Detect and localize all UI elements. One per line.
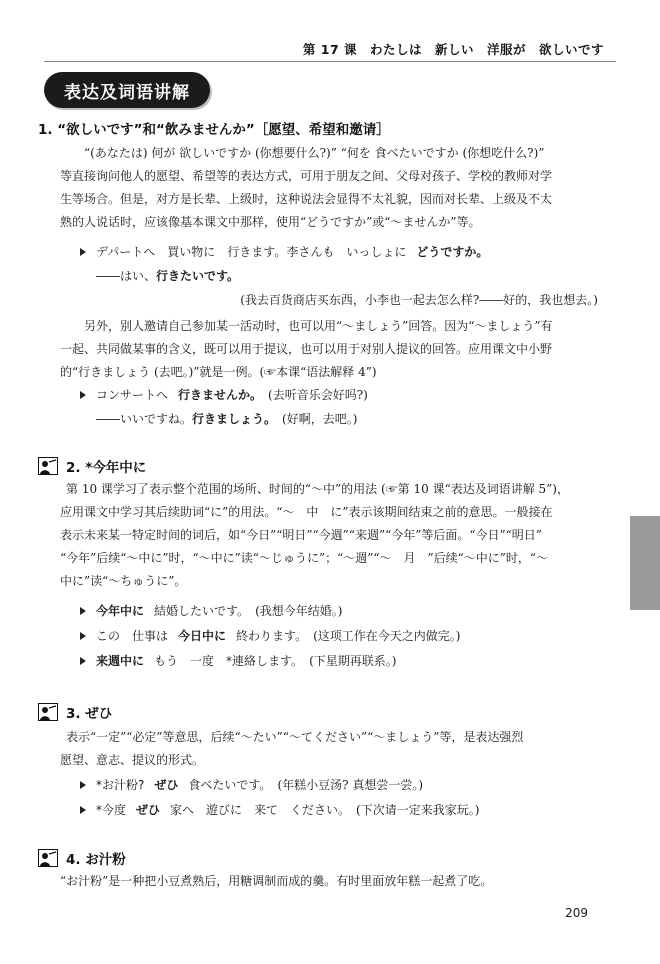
example-translation: (去听音乐会好吗?) (268, 388, 368, 402)
example-reply: ――いいですね。 (96, 412, 193, 426)
page-number: 209 (565, 906, 588, 920)
example-translation: (下星期再联系。) (309, 654, 397, 668)
paragraph-line: 应用课文中学习其后续助词“に”的用法。“～ 中 に”表示该期间结束之前的意思。一般接在 (60, 505, 553, 519)
paragraph-line: “お汁粉”是一种把小豆煮熟后，用糖调制而成的羹。有时里面放年糕一起煮了吃。 (60, 874, 493, 888)
section-banner: 表达及词语讲解 (44, 72, 210, 108)
section-3-paragraph (60, 726, 600, 772)
example-sentence: デパートへ 買い物に 行きます。李さんも いっしょに (96, 245, 407, 259)
teacher-icon (38, 849, 58, 867)
example-translation: (年糕小豆汤? 真想尝一尝。) (277, 778, 424, 792)
bullet-triangle-icon (80, 248, 86, 256)
example-keyword: ぜひ (154, 778, 179, 792)
section-4-title: 4. お汁粉 (66, 852, 126, 868)
example-7 (80, 801, 479, 818)
example-5 (80, 652, 396, 669)
example-translation: (下次请一定来我家玩。) (356, 803, 480, 817)
example-sentence: 家へ 遊びに 来て ください。 (170, 803, 351, 817)
example-2 (80, 386, 368, 403)
section-3-heading (38, 702, 112, 722)
bullet-triangle-icon (80, 806, 86, 814)
section-4-paragraph (60, 870, 600, 893)
bullet-triangle-icon (80, 632, 86, 640)
teacher-icon (38, 703, 58, 721)
example-reply: ――はい、 (96, 269, 157, 283)
example-sentence: 終わります。 (236, 629, 308, 643)
section-1-paragraph-1 (60, 142, 600, 234)
example-4 (80, 627, 460, 644)
section-1-heading (38, 118, 390, 138)
example-1-reply (96, 267, 239, 284)
example-sentence: コンサートへ (96, 388, 169, 402)
running-head: 第 17 课 わたしは 新しい 洋服が 欲しいです (302, 42, 604, 57)
example-2-reply (96, 410, 357, 427)
example-sentence: もう 一度 *連絡します。 (154, 654, 304, 668)
example-3 (80, 602, 342, 619)
bullet-triangle-icon (80, 657, 86, 665)
bullet-triangle-icon (80, 781, 86, 789)
paragraph-line: 第 10 课学习了表示整个范围的场所、时间的“～中”的用法 (☞第 10 课“表达及词语讲解 5”)， (66, 482, 569, 496)
bullet-triangle-icon (80, 607, 86, 615)
section-1-paragraph-2 (60, 315, 600, 384)
example-keyword: どうですか。 (416, 245, 489, 259)
example-translation: (好啊，去吧。) (282, 412, 358, 426)
example-6 (80, 776, 423, 793)
chapter-side-tab (630, 516, 660, 610)
section-2-title: 2. *今年中に (66, 460, 147, 476)
paragraph-line: “今年”后续“～中に”时，“～中に”读“～じゅうに”；“～週”“～ 月 ”后续“～中に”时，“～ (60, 551, 549, 565)
example-sentence: *お汁粉? (96, 778, 145, 792)
teacher-icon (38, 457, 58, 475)
example-sentence: この 仕事は (96, 629, 169, 643)
example-keyword: 行きたいです。 (156, 269, 240, 283)
bullet-triangle-icon (80, 391, 86, 399)
section-1-title: 1. “欲しいです”和“飲みませんか”［愿望、希望和邀请］ (38, 122, 390, 138)
example-translation: (这项工作在今天之内做完。) (313, 629, 461, 643)
section-4-heading (38, 848, 126, 868)
example-sentence: 結婚したいです。 (154, 604, 250, 618)
paragraph-line: 表示“一定”“必定”等意思，后续“～たい”“～てください”“～ましょう”等，是表达强烈 (66, 730, 524, 744)
example-translation: (我想今年结婚。) (255, 604, 343, 618)
example-sentence: *今度 (96, 803, 127, 817)
example-keyword: 来週中に (96, 654, 145, 668)
section-2-heading (38, 456, 146, 476)
paragraph-line: 表示未来某一特定时间的词后，如“今日”“明日”“今週”“来週”“今年”等后面。“今日”“明日” (60, 528, 542, 542)
example-1-translation: (我去百货商店买东西，小李也一起去怎么样?――好的，我也想去。) (240, 293, 598, 307)
example-keyword: 行きましょう。 (192, 412, 277, 426)
example-keyword: ぜひ (136, 803, 161, 817)
paragraph-line: 熟的人说话时，应该像基本课文中那样，使用“どうですか”或“～ませんか”等。 (60, 215, 481, 229)
paragraph-line: 愿望、意志、提议的形式。 (60, 753, 205, 767)
paragraph-line: 中に”读“～ちゅうに”。 (60, 574, 187, 588)
example-keyword: 行きませんか。 (178, 388, 263, 402)
paragraph-line: 另外，别人邀请自己参加某一活动时，也可以用“～ましょう”回答。因为“～ましょう”有 (84, 319, 553, 333)
example-sentence: 食べたいです。 (188, 778, 272, 792)
example-1 (80, 243, 488, 260)
example-keyword: 今日中に (178, 629, 227, 643)
header-rule (44, 61, 616, 62)
paragraph-line: “(あなたは) 何が 欲しいですか (你想要什么?)” “何を 食べたいですか (你想吃什么?)” (84, 146, 545, 160)
paragraph-line: 一起、共同做某事的含义，既可以用于提议，也可以用于对别人提议的回答。应用课文中小野 (60, 342, 553, 356)
paragraph-line: 生等场合。但是，对方是长辈、上级时，这种说法会显得不太礼貌，因而对长辈、上级及不太 (60, 192, 553, 206)
paragraph-line: 等直接询问他人的愿望、希望等的表达方式，可用于朋友之间、父母对孩子、学校的教师对学 (60, 169, 553, 183)
paragraph-line: 的“行きましょう (去吧。)”就是一例。(☞本课“语法解释 4”) (60, 365, 377, 379)
section-3-title: 3. ぜひ (66, 706, 113, 722)
section-2-paragraph (60, 478, 600, 593)
example-keyword: 今年中に (96, 604, 145, 618)
